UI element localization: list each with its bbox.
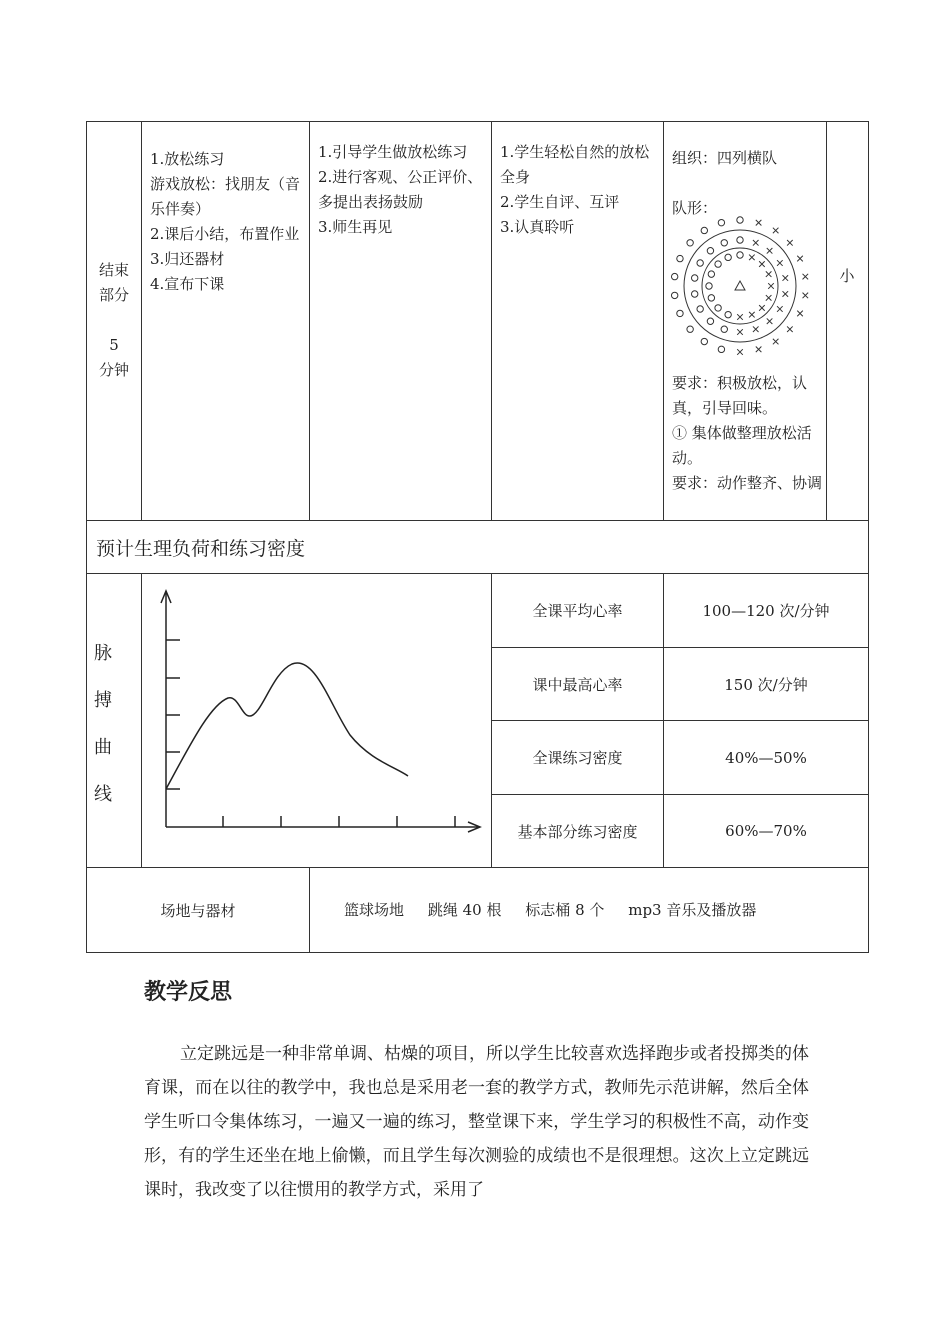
load-row-value: 150 次/分钟 <box>724 675 808 694</box>
load-row-value: 100—120 次/分钟 <box>702 602 830 620</box>
load-row-label: 课中最高心率 <box>532 675 623 694</box>
student-circle-icon <box>706 283 712 289</box>
load-row-label: 基本部分练习密度 <box>517 822 638 841</box>
student-cross-icon <box>749 312 755 318</box>
student-circle-icon <box>721 240 727 246</box>
pulse-label-char: 脉 <box>94 643 112 664</box>
student-circle-icon <box>687 326 693 332</box>
student-circle-icon <box>737 217 743 223</box>
student-circle-icon <box>721 326 727 332</box>
student-cross-icon <box>797 256 803 262</box>
student-cross-icon <box>753 240 759 246</box>
intensity-cell: 小 <box>839 267 855 285</box>
load-row-value: 60%—70% <box>725 822 807 840</box>
student-circle-icon <box>687 240 693 246</box>
student-circle-icon <box>715 305 721 311</box>
student-circle-icon <box>708 295 714 301</box>
venue-items: 篮球场地 跳绳 40 根 标志桶 8 个 mp3 音乐及播放器 <box>344 901 757 919</box>
student-cross-icon <box>777 260 783 266</box>
inner-ring <box>702 248 778 324</box>
pulse-label-char: 搏 <box>94 690 112 711</box>
student-circle-icon <box>691 275 697 281</box>
student-circle-icon <box>718 219 724 225</box>
venue-label: 场地与器材 <box>160 901 236 920</box>
student-cross-icon <box>797 311 803 317</box>
student-circle-icon <box>691 291 697 297</box>
student-circle-icon <box>701 227 707 233</box>
student-cross-icon <box>766 271 772 277</box>
student-circle-icon <box>725 311 731 317</box>
student-cross-icon <box>759 305 765 311</box>
student-cross-icon <box>737 329 743 335</box>
load-row-value: 40%—50% <box>725 748 807 767</box>
student-circle-icon <box>715 261 721 267</box>
student-circle-icon <box>697 260 703 266</box>
pulse-curve-line <box>166 663 408 789</box>
student-circle-icon <box>708 271 714 277</box>
reflection-paragraph: 立定跳远是一种非常单调、枯燥的项目，所以学生比较喜欢选择跑步或者投掷类的体育课，而在以往的教学中，我也总是采用老一套的教学方式，教师先示范讲解，然后全体学生听口令集体练习，一遍又一遍的练习，整堂课下来，学生学习的积极性不高，动作变形，有的学生还坐在地上偷懒，而且学生每次测验的成绩也不是很理想。这次上立定跳远课时，我改变了以往惯用的教学方式，采用了 <box>144 1044 809 1200</box>
student-circle-icon <box>725 254 731 260</box>
student-cross-icon <box>756 347 762 353</box>
pulse-curve-chart <box>150 585 485 845</box>
student-cross-icon <box>767 318 773 324</box>
pulse-label-char: 线 <box>94 784 112 805</box>
student-circle-icon <box>697 306 703 312</box>
student-cross-icon <box>759 261 765 267</box>
organization-label: 组织：四列横队 <box>672 149 778 167</box>
outer-ring <box>684 230 796 342</box>
student-circle-icon <box>737 237 743 243</box>
student-cross-icon <box>749 255 755 261</box>
student-circle-icon <box>671 273 677 279</box>
student-cross-icon <box>767 248 773 254</box>
student-circle-icon <box>707 318 713 324</box>
formation-diagram <box>668 215 818 360</box>
student-cross-icon <box>773 228 779 234</box>
student-cross-icon <box>777 306 783 312</box>
student-cross-icon <box>787 240 793 246</box>
student-cross-icon <box>773 339 779 345</box>
student-cross-icon <box>737 314 743 320</box>
student-cross-icon <box>783 275 789 281</box>
student-cross-icon <box>783 291 789 297</box>
load-row-label: 全课练习密度 <box>532 749 623 767</box>
student-circle-icon <box>707 248 713 254</box>
content-cell: 1.放松练习 游戏放松：找朋友（音乐伴奏） 2.课后小结，布置作业 3.归还器材 4.宣布下课 <box>150 150 301 293</box>
stage-label: 结束 部分 5 分钟 <box>98 261 129 379</box>
student-circle-icon <box>718 346 724 352</box>
pulse-label <box>94 630 118 818</box>
student-circle-icon <box>677 255 683 261</box>
student-cross-icon <box>766 295 772 301</box>
load-header: 预计生理负荷和练习密度 <box>96 538 306 560</box>
student-circle-icon <box>677 310 683 316</box>
teacher-triangle-icon <box>735 281 745 290</box>
teacher-activity-cell: 1.引导学生做放松练习 2.进行客观、公正评价、多提出表扬鼓励 3.师生再见 <box>318 143 483 236</box>
student-circle-icon <box>701 338 707 344</box>
pulse-label-char: 曲 <box>94 737 112 758</box>
student-cross-icon <box>803 274 809 280</box>
student-circle-icon <box>671 292 677 298</box>
student-cross-icon <box>737 349 743 355</box>
student-cross-icon <box>803 293 809 299</box>
student-cross-icon <box>787 326 793 332</box>
student-cross-icon <box>768 283 774 289</box>
student-cross-icon <box>756 220 762 226</box>
load-row-label: 全课平均心率 <box>532 602 623 620</box>
requirements-cell: 要求：积极放松，认真，引导回味。 ① 集体做整理放松活动。 要求：动作整齐、协调 <box>672 374 823 492</box>
student-cross-icon <box>753 326 759 332</box>
student-activity-cell: 1.学生轻松自然的放松全身 2.学生自评、互评 3.认真聆听 <box>500 143 650 236</box>
reflection-title: 教学反思 <box>144 980 233 1005</box>
formation-label: 队形： <box>672 199 718 217</box>
student-circle-icon <box>737 252 743 258</box>
